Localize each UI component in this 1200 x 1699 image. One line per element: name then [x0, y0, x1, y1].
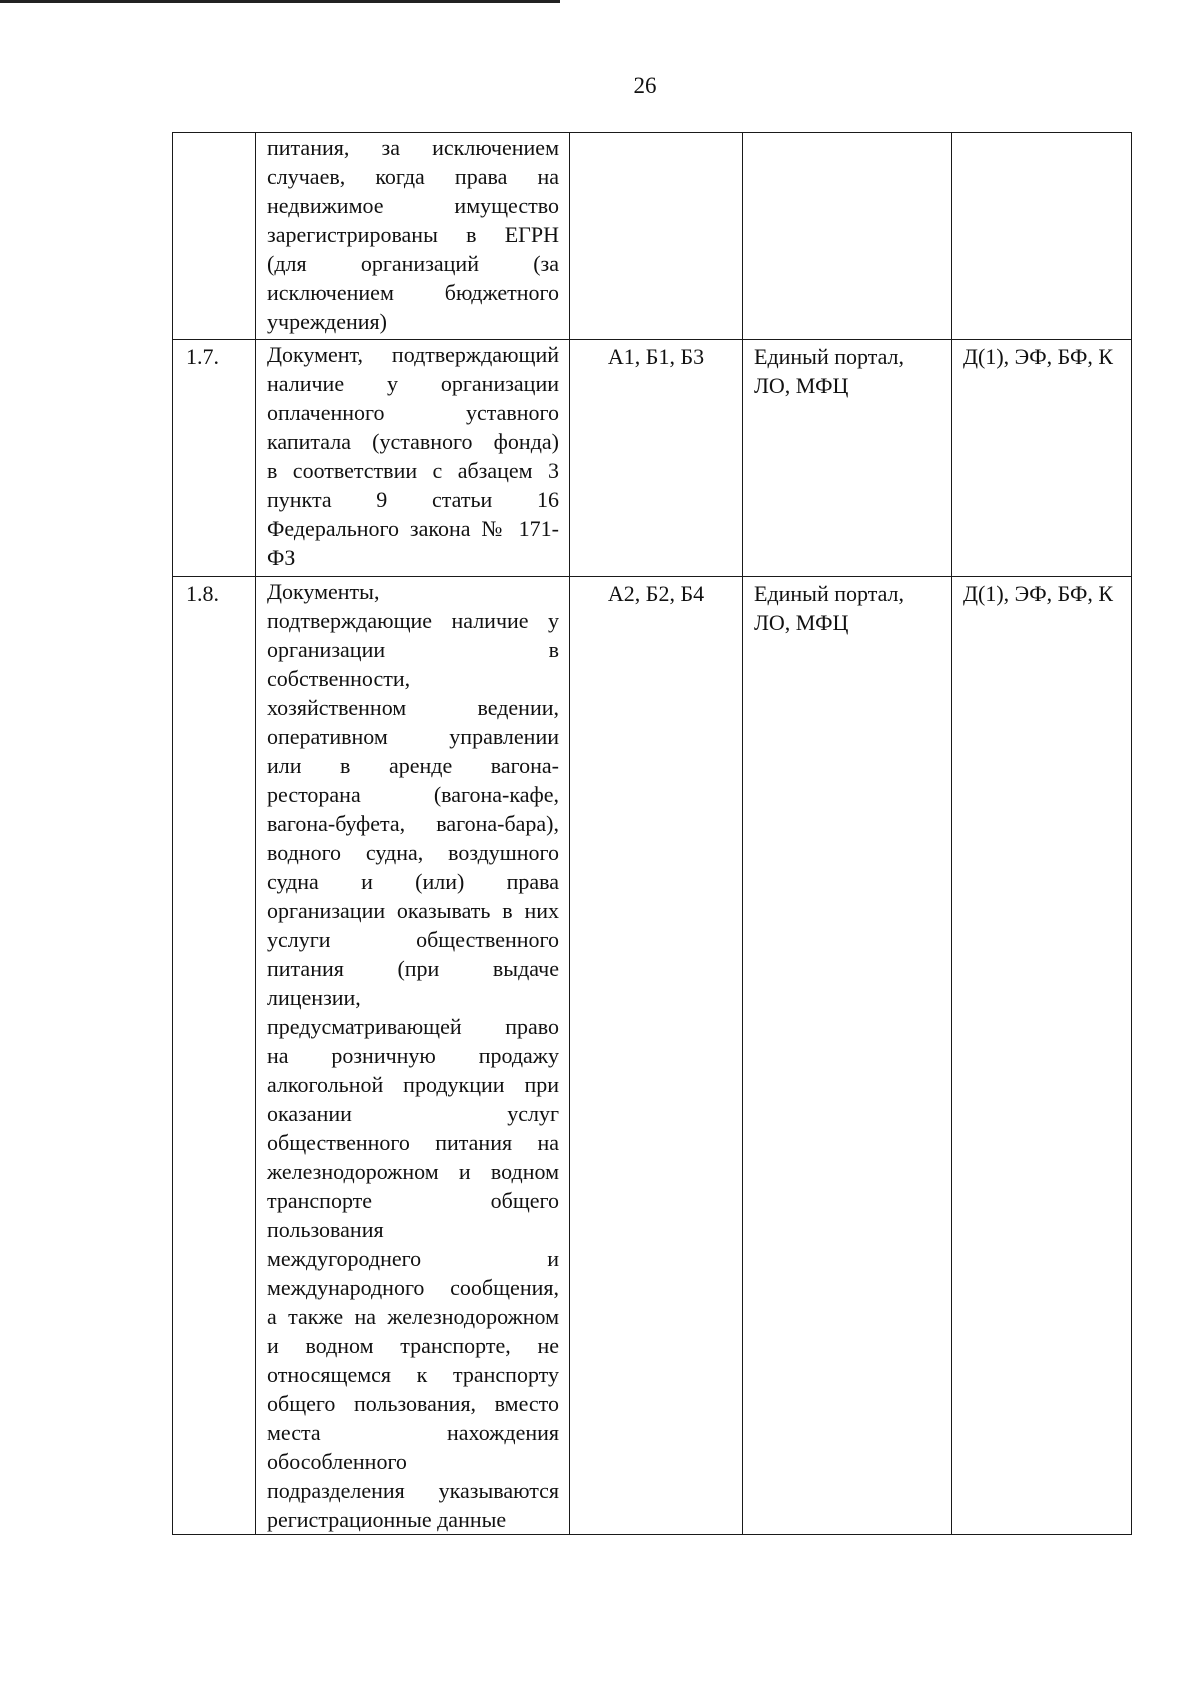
- row-place: [743, 133, 952, 340]
- description-line: в соответствии с абзацем 3: [267, 458, 559, 483]
- description-line: Документы,: [267, 579, 380, 604]
- description-line: пункта 9 статьи 16: [267, 487, 559, 512]
- row-forms: Д(1), ЭФ, БФ, К: [952, 340, 1132, 577]
- row-place: Единый портал, ЛО, МФЦ: [743, 340, 952, 577]
- description-line: общего пользования, вместо: [267, 1391, 559, 1416]
- description-line: случаев, когда права на: [267, 164, 559, 189]
- description-line: Документ, подтверждающий: [267, 342, 559, 367]
- description-line: международного сообщения,: [267, 1275, 559, 1300]
- description-line: вагона-буфета, вагона-бара),: [267, 811, 559, 836]
- description-line: алкогольной продукции при: [267, 1072, 559, 1097]
- description-line: ФЗ: [267, 545, 296, 570]
- description-line: учреждения): [267, 309, 387, 334]
- row-description: [256, 133, 570, 340]
- requirements-table: [172, 132, 1132, 1535]
- description-line: судна и (или) права: [267, 869, 559, 894]
- description-text: [256, 577, 569, 1534]
- description-line: а также на железнодорожном: [267, 1304, 559, 1329]
- description-line: оплаченного уставного: [267, 400, 559, 425]
- description-line: общественного питания на: [267, 1130, 559, 1155]
- description-line: подразделения указываются: [267, 1478, 559, 1503]
- description-text: [256, 340, 569, 572]
- row-forms: [952, 133, 1132, 340]
- row-codes: [570, 133, 743, 340]
- table-row: [173, 133, 1132, 340]
- page-number: 26: [633, 73, 657, 98]
- description-line: хозяйственном ведении,: [267, 695, 559, 720]
- description-line: организации оказывать в них: [267, 898, 559, 923]
- description-line: пользования: [267, 1217, 384, 1242]
- description-line: недвижимое имущество: [267, 193, 559, 218]
- row-number: [173, 133, 256, 340]
- description-line: зарегистрированы в ЕГРН: [267, 222, 559, 247]
- description-line: питания (при выдаче: [267, 956, 559, 981]
- row-codes: А1, Б1, Б3: [570, 340, 743, 577]
- description-line: исключением бюджетного: [267, 280, 559, 305]
- description-line: собственности,: [267, 666, 411, 691]
- row-place: Единый портал, ЛО, МФЦ: [743, 577, 952, 1535]
- description-line: относящемся к транспорту: [267, 1362, 559, 1387]
- description-line: водного судна, воздушного: [267, 840, 559, 865]
- row-number: 1.7.: [173, 340, 256, 577]
- description-line: услуги общественного: [267, 927, 559, 952]
- row-forms: Д(1), ЭФ, БФ, К: [952, 577, 1132, 1535]
- description-line: предусматривающей право: [267, 1014, 559, 1039]
- description-line: транспорте общего: [267, 1188, 559, 1213]
- description-line: питания, за исключением: [267, 135, 559, 160]
- description-text: [256, 133, 569, 336]
- description-line: оказании услуг: [267, 1101, 559, 1126]
- description-line: и водном транспорте, не: [267, 1333, 559, 1358]
- description-line: регистрационные данные: [267, 1507, 507, 1532]
- row-codes: А2, Б2, Б4: [570, 577, 743, 1535]
- description-line: ресторана (вагона-кафе,: [267, 782, 559, 807]
- description-line: (для организаций (за: [267, 251, 559, 276]
- description-line: организации в: [267, 637, 559, 662]
- description-line: оперативном управлении: [267, 724, 559, 749]
- table-row: [173, 340, 1132, 577]
- description-line: междугороднего и: [267, 1246, 559, 1271]
- row-description: [256, 577, 570, 1535]
- description-line: лицензии,: [267, 985, 361, 1010]
- row-number: 1.8.: [173, 577, 256, 1535]
- table-row: [173, 577, 1132, 1535]
- description-line: на розничную продажу: [267, 1043, 559, 1068]
- description-line: подтверждающие наличие у: [267, 608, 559, 633]
- description-line: обособленного: [267, 1449, 407, 1474]
- description-line: наличие у организации: [267, 371, 559, 396]
- description-line: железнодорожном и водном: [267, 1159, 559, 1184]
- row-description: [256, 340, 570, 577]
- description-line: места нахождения: [267, 1420, 559, 1445]
- scan-edge-line: [0, 0, 560, 3]
- description-line: Федерального закона № 171-: [267, 516, 559, 541]
- description-line: капитала (уставного фонда): [267, 429, 559, 454]
- description-line: или в аренде вагона-: [267, 753, 559, 778]
